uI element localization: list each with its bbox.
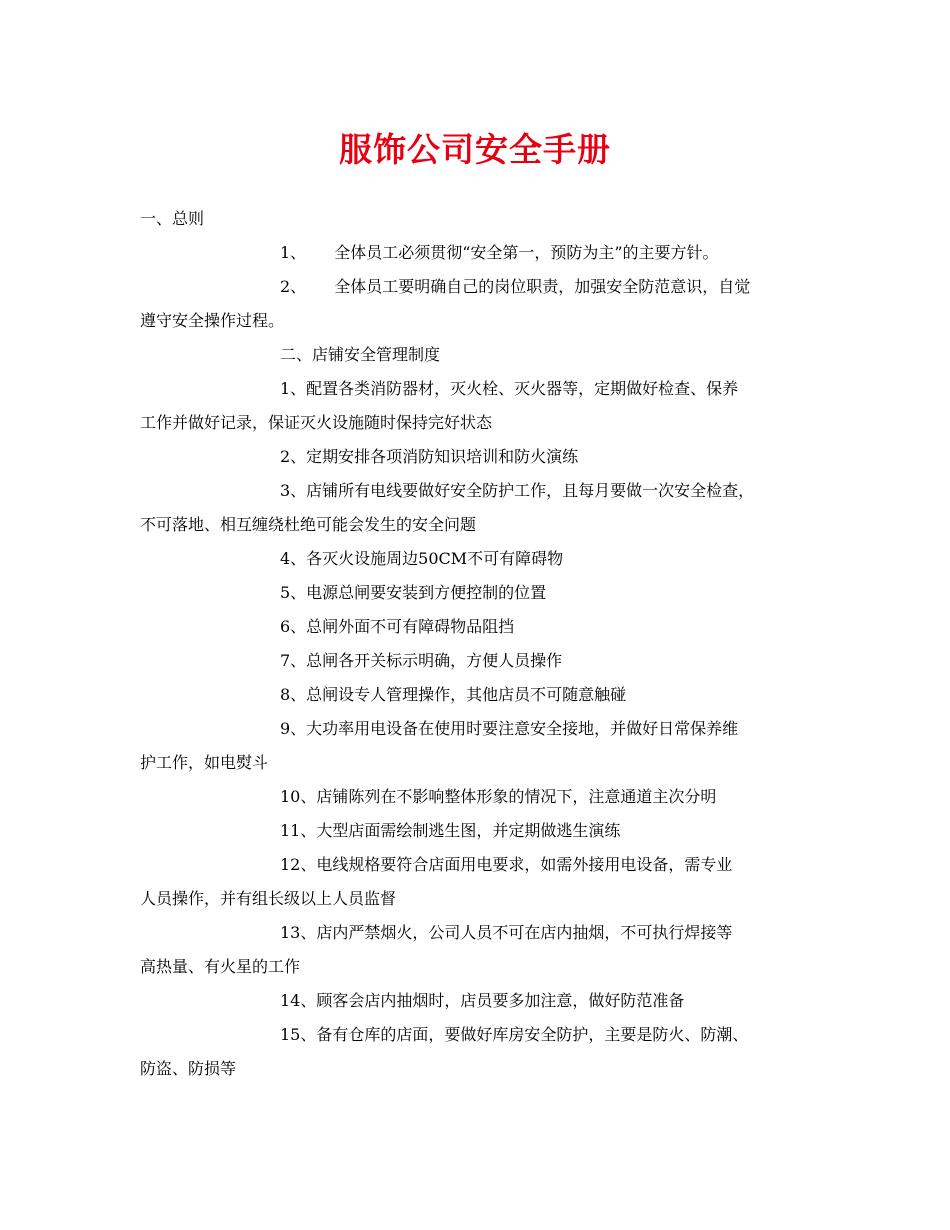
line-text: 2、定期安排各项消防知识培训和防火演练 [280, 447, 579, 466]
paragraph-line [140, 814, 820, 848]
paragraph-line [140, 950, 820, 984]
line-text: 10、店铺陈列在不影响整体形象的情况下，注意通道主次分明 [280, 787, 717, 806]
line-text: 不可落地、相互缠绕杜绝可能会发生的安全问题 [140, 515, 477, 534]
paragraph-line [140, 746, 820, 780]
line-text: 7、总闸各开关标示明确，方便人员操作 [280, 651, 563, 670]
paragraph-line [140, 270, 820, 304]
paragraph-line [140, 610, 820, 644]
paragraph-line [140, 882, 820, 916]
line-text: 15、备有仓库的店面，要做好库房安全防护，主要是防火、防潮、 [280, 1025, 749, 1044]
line-text: 11、大型店面需绘制逃生图，并定期做逃生演练 [280, 821, 621, 840]
line-text: 二、店铺安全管理制度 [280, 345, 441, 364]
paragraph-line [140, 440, 820, 474]
paragraph-line [140, 338, 820, 372]
paragraph-line [140, 1018, 820, 1052]
line-text: 一、总则 [140, 209, 205, 228]
paragraph-line [140, 984, 820, 1018]
paragraph-line [140, 780, 820, 814]
paragraph-line [140, 576, 820, 610]
paragraph-line [140, 542, 820, 576]
line-text: 1、 [280, 243, 307, 262]
document-body [140, 202, 820, 1086]
line-text: 5、电源总闸要安装到方便控制的位置 [280, 583, 547, 602]
line-text: 3、店铺所有电线要做好安全防护工作，且每月要做一次安全检查， [280, 481, 755, 500]
line-text: 9、大功率用电设备在使用时要注意安全接地，并做好日常保养维 [280, 719, 739, 738]
line-text: 工作并做好记录，保证灭火设施随时保持完好状态 [140, 413, 493, 432]
paragraph-line [140, 916, 820, 950]
line-text: 高热量、有火星的工作 [140, 957, 301, 976]
paragraph-line [140, 202, 820, 236]
paragraph-line [140, 712, 820, 746]
paragraph-line [140, 236, 820, 270]
paragraph-line [140, 1052, 820, 1086]
line-text-body: 全体员工要明确自己的岗位职责，加强安全防范意识，自觉 [334, 277, 751, 296]
page-title: 服饰公司安全手册 [339, 130, 611, 169]
paragraph-line [140, 644, 820, 678]
line-text: 8、总闸设专人管理操作，其他店员不可随意触碰 [280, 685, 627, 704]
line-text: 防盗、防损等 [140, 1059, 237, 1078]
line-text: 人员操作，并有组长级以上人员监督 [140, 889, 397, 908]
line-text: 6、总闸外面不可有障碍物品阻挡 [280, 617, 515, 636]
paragraph-line [140, 474, 820, 508]
line-text: 4、各灭火设施周边50CM不可有障碍物 [280, 549, 564, 568]
line-text: 遵守安全操作过程。 [140, 311, 285, 330]
paragraph-line [140, 304, 820, 338]
line-text-body: 全体员工必须贯彻“安全第一，预防为主”的主要方针。 [334, 243, 719, 262]
line-text: 2、 [280, 277, 307, 296]
paragraph-line [140, 508, 820, 542]
paragraph-line [140, 372, 820, 406]
line-text: 护工作，如电熨斗 [140, 753, 269, 772]
line-text: 1、配置各类消防器材，灭火栓、灭火器等，定期做好检查、保养 [280, 379, 739, 398]
line-text: 12、电线规格要符合店面用电要求，如需外接用电设备，需专业 [280, 855, 733, 874]
paragraph-line [140, 678, 820, 712]
line-text: 14、顾客会店内抽烟时，店员要多加注意，做好防范准备 [280, 991, 685, 1010]
line-text: 13、店内严禁烟火，公司人员不可在店内抽烟，不可执行焊接等 [280, 923, 733, 942]
paragraph-line [140, 848, 820, 882]
paragraph-line [140, 406, 820, 440]
